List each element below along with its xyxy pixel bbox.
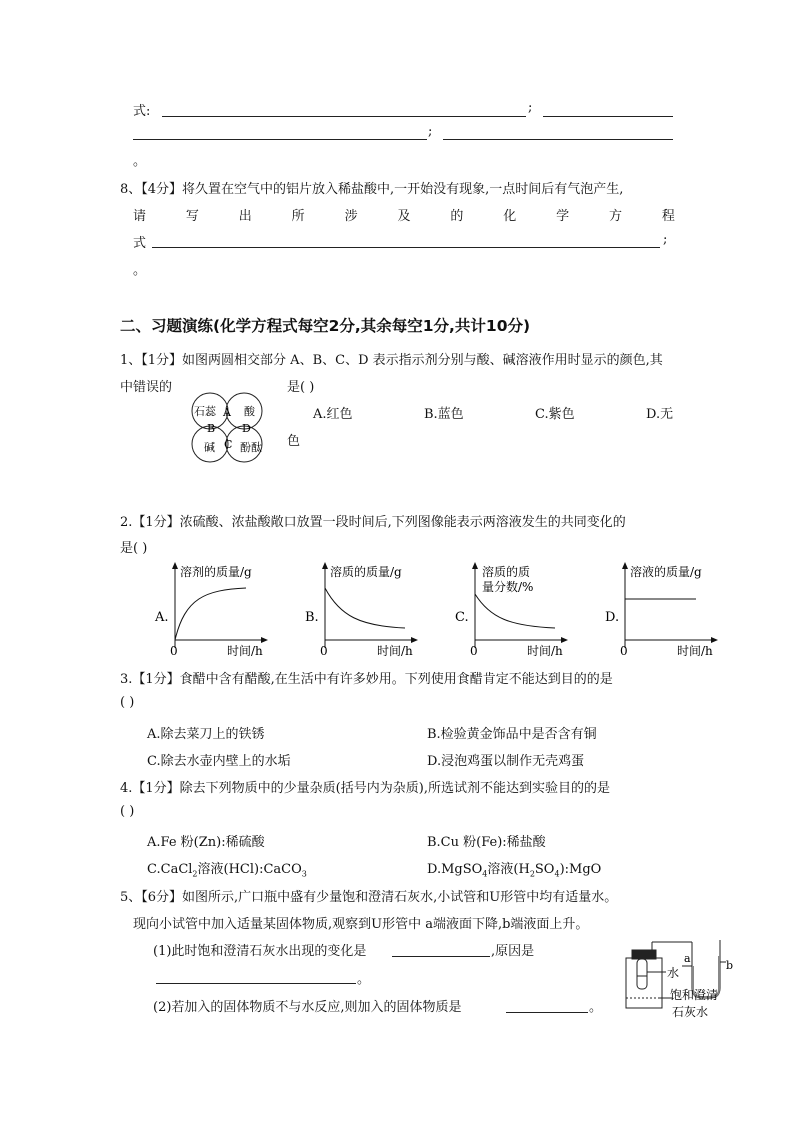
venn-label-B: B [207, 422, 216, 435]
q7-prefix: 式: [133, 104, 151, 119]
q8-period: 。 [133, 263, 147, 278]
x-axis-arrow [261, 637, 268, 643]
q5-sub1-period: 。 [357, 972, 371, 987]
q7-blank-1[interactable] [162, 116, 526, 117]
q4-c-text: C.CaCl [147, 862, 193, 877]
q1-answer-paren[interactable]: 是( ) [287, 380, 315, 395]
q1-option-d-wrap: 色 [287, 434, 301, 449]
section-title: 二、习题演练(化学方程式每空2分,其余每空1分,共计10分) [120, 317, 531, 335]
q8-spread-line [133, 205, 675, 224]
q7-blank-4[interactable] [443, 139, 673, 140]
apparatus-diagram [622, 936, 746, 1022]
q4-option-a[interactable]: A.Fe 粉(Zn):稀硫酸 [147, 835, 265, 850]
q8-semicolon: ; [663, 232, 668, 247]
graph-x-label: 时间/h [227, 644, 263, 658]
q5-stem-line1: 5、【6分】如图所示,广口瓶中盛有少量饱和澄清石灰水,小试管和U形管中均有适量水。 [120, 890, 618, 905]
q3-answer-paren[interactable]: ( ) [120, 695, 135, 710]
q5-sub1-text: (1)此时饱和澄清石灰水出现的变化是 [153, 944, 367, 959]
q7-semicolon-2: ; [428, 124, 433, 139]
graph-curve [325, 588, 405, 628]
venn-label-shiru: 石蕊 [194, 405, 216, 418]
q8-char: 方 [609, 209, 623, 224]
q1-option-c[interactable]: C.紫色 [535, 407, 575, 422]
label-a: a [684, 952, 691, 965]
graph-y-label: 溶质的质量/g [330, 565, 402, 579]
graph-y-label: 溶剂的质量/g [180, 565, 252, 579]
venn-label-acid: 酸 [244, 405, 255, 418]
q5-sub2-period: 。 [589, 1000, 603, 1015]
q8-stem: 8、【4分】将久置在空气中的铝片放入稀盐酸中,一开始没有现象,一点时间后有气泡产生, [120, 182, 624, 197]
graph-b[interactable] [300, 558, 422, 660]
q7-blank-2[interactable] [543, 116, 673, 117]
q5-sub2-blank[interactable] [506, 1012, 588, 1013]
q4-option-c[interactable] [147, 858, 307, 879]
x-axis-arrow [711, 637, 718, 643]
graph-origin: 0 [320, 644, 328, 658]
venn-label-C: C [224, 438, 233, 451]
graph-letter: C. [455, 610, 469, 625]
y-axis-arrow [322, 562, 328, 569]
q4-d-text: D.MgSO [427, 862, 483, 877]
q8-char: 涉 [344, 209, 358, 224]
graph-d[interactable] [600, 558, 722, 660]
q3-option-d[interactable]: D.浸泡鸡蛋以制作无壳鸡蛋 [427, 754, 585, 769]
y-axis-arrow [622, 562, 628, 569]
q1-option-b[interactable]: B.蓝色 [424, 407, 464, 422]
graph-x-label: 时间/h [527, 644, 563, 658]
q5-sub1-blank-change[interactable] [392, 956, 490, 957]
q8-equation-blank[interactable] [152, 247, 660, 248]
q4-d-sub: 2 [529, 869, 535, 879]
label-lime-water-1: 饱和澄清 [670, 988, 719, 1002]
q8-char: 的 [450, 209, 464, 224]
q8-char: 所 [291, 209, 305, 224]
graph-y-label: 溶质的质 [482, 565, 531, 579]
y-axis-arrow [472, 562, 478, 569]
x-axis-arrow [411, 637, 418, 643]
q8-char: 学 [556, 209, 570, 224]
graph-x-label: 时间/h [677, 644, 713, 658]
label-water: 水 [667, 966, 680, 980]
q8-char: 出 [238, 209, 252, 224]
graph-letter: D. [605, 610, 620, 625]
q5-sub1-reason-label: ,原因是 [491, 944, 535, 959]
q4-option-b[interactable]: B.Cu 粉(Fe):稀盐酸 [427, 835, 546, 850]
q8-char: 及 [397, 209, 411, 224]
q4-c-sub: 2 [192, 869, 198, 879]
q7-blank-3[interactable] [133, 139, 427, 140]
q2-stem-line1: 2.【1分】浓硫酸、浓盐酸敞口放置一段时间后,下列图像能表示两溶液发生的共同变化的 [120, 515, 626, 530]
graph-origin: 0 [170, 644, 178, 658]
q3-option-a[interactable]: A.除去菜刀上的铁锈 [147, 727, 265, 742]
q8-char: 请 [133, 209, 147, 224]
graph-x-label: 时间/h [377, 644, 413, 658]
q3-option-b[interactable]: B.检验黄金饰品中是否含有铜 [427, 727, 597, 742]
q4-c-sub: 3 [301, 869, 307, 879]
venn-label-A: A [223, 406, 231, 419]
q1-option-d[interactable]: D.无 [646, 407, 674, 422]
q3-stem-line1: 3.【1分】食醋中含有醋酸,在生活中有许多妙用。下列使用食醋肯定不能达到目的的是 [120, 672, 613, 687]
graph-letter: A. [155, 610, 169, 625]
label-lime-water-2: 石灰水 [672, 1005, 709, 1019]
q5-sub1-blank-reason[interactable] [156, 983, 356, 984]
q4-d-sub: 4 [482, 869, 488, 879]
q8-char: 程 [661, 209, 675, 224]
y-axis-arrow [172, 562, 178, 569]
q1-stem-line2: 中错误的 [120, 380, 173, 395]
q3-option-c[interactable]: C.除去水壶内壁上的水垢 [147, 754, 291, 769]
q4-c-text: 溶液(HCl):CaCO [197, 862, 302, 877]
q4-d-text: ):MgO [559, 862, 602, 877]
graph-curve [175, 588, 246, 640]
venn-label-base: 碱 [204, 441, 215, 454]
q4-answer-paren[interactable]: ( ) [120, 804, 135, 819]
label-b: b [726, 959, 734, 972]
q4-d-sub: 4 [554, 869, 560, 879]
q4-d-text: 溶液(H [487, 862, 530, 877]
graph-origin: 0 [470, 644, 478, 658]
q2-stem-line2[interactable]: 是( ) [120, 541, 148, 556]
q8-char: 化 [503, 209, 517, 224]
q4-option-d[interactable] [427, 858, 601, 879]
q8-char: 写 [185, 209, 199, 224]
graph-c[interactable] [450, 558, 572, 660]
venn-label-D: D [242, 422, 251, 435]
x-axis-arrow [561, 637, 568, 643]
q7-period: 。 [133, 154, 147, 169]
q7-semicolon-1: ; [528, 100, 533, 115]
q4-d-text: SO [534, 862, 555, 877]
venn-diagram [186, 390, 276, 470]
q1-option-a[interactable]: A.红色 [313, 407, 353, 422]
q8-prefix: 式 [133, 236, 147, 251]
q1-stem-line1: 1、【1分】如图两圆相交部分 A、B、C、D 表示指示剂分别与酸、碱溶液作用时显示的颜色,其 [120, 353, 663, 368]
graph-letter: B. [305, 610, 319, 625]
venn-label-phenol: 酚酞 [240, 441, 262, 454]
q4-stem-line1: 4.【1分】除去下列物质中的少量杂质(括号内为杂质),所选试剂不能达到实验目的的是 [120, 781, 610, 796]
graph-y-label-2: 量分数/% [482, 580, 534, 594]
small-test-tube [637, 959, 647, 989]
graph-y-label: 溶液的质量/g [630, 565, 702, 579]
graph-a[interactable] [150, 558, 272, 660]
bottle-stopper [632, 950, 656, 959]
graph-curve [475, 594, 555, 628]
graph-origin: 0 [620, 644, 628, 658]
q5-sub2-text: (2)若加入的固体物质不与水反应,则加入的固体物质是 [153, 1000, 462, 1015]
wide-mouth-bottle [626, 958, 662, 1008]
q5-stem-line2: 现向小试管中加入适量某固体物质,观察到U形管中 a端液面下降,b端液面上升。 [133, 917, 589, 932]
